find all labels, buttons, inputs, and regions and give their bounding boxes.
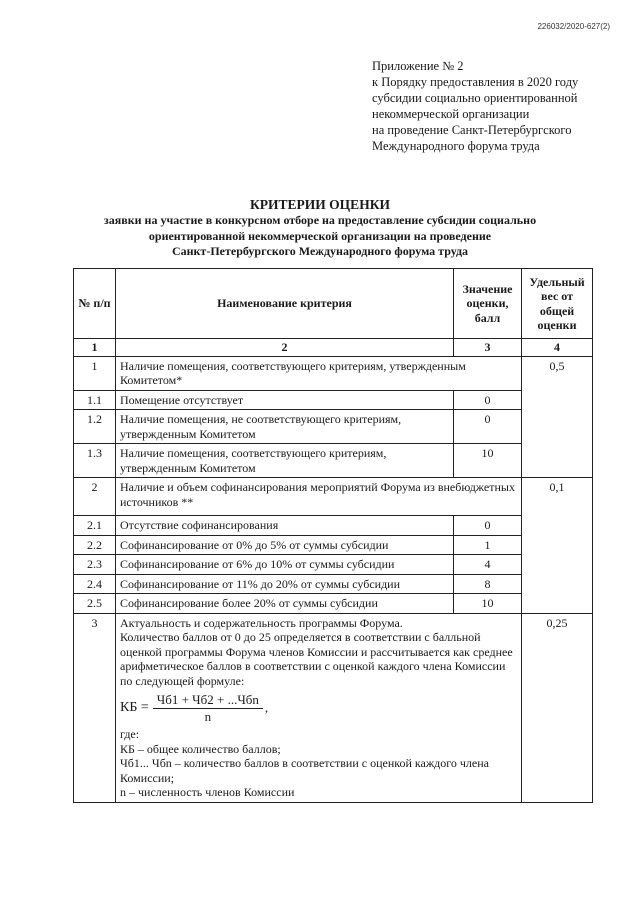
criterion-description xyxy=(116,613,522,802)
sub-name: Отсутствие софинансирования xyxy=(116,516,454,536)
header-name: Наименование критерия xyxy=(116,269,454,339)
sub-value: 4 xyxy=(454,555,522,575)
table-row xyxy=(74,410,593,444)
criterion-name: Наличие помещения, соответствующего критериям, утвержденным Комитетом* xyxy=(116,356,522,390)
sub-name: Софинансирование более 20% от суммы субсидии xyxy=(116,594,454,614)
formula-lhs: КБ = xyxy=(120,700,149,716)
appendix-line: Международного форума труда xyxy=(372,139,540,153)
formula-denominator: n xyxy=(204,709,212,724)
sub-number: 2.5 xyxy=(74,594,116,614)
criterion-weight: 0,25 xyxy=(522,613,593,802)
definition-line: Чб1... Чбn – количество баллов в соответствии с оценкой каждого члена Комиссии; xyxy=(120,756,489,785)
sub-name: Наличие помещения, соответствующего критериям, утвержденным Комитетом xyxy=(116,444,454,478)
column-number: 3 xyxy=(454,339,522,357)
header-value: Значение оценки, балл xyxy=(454,269,522,339)
table-header-row xyxy=(74,269,593,339)
formula-comma: , xyxy=(264,700,269,716)
where-label: где: xyxy=(120,727,140,741)
criterion-name: Наличие и объем софинансирования мероприятий Форума из внебюджетных источников ** xyxy=(116,478,522,516)
sub-value: 1 xyxy=(454,535,522,555)
appendix-block xyxy=(372,58,622,154)
sub-value: 0 xyxy=(454,516,522,536)
table-row xyxy=(74,594,593,614)
criterion-intro: Количество баллов от 0 до 25 определяется в соответствии с балльной оценкой программы Форума членов Комиссии и рассчитывается как среднее арифметическое баллов в соответствии с оценкой каждого члена Комиссии по следующей формуле: xyxy=(120,630,513,688)
criterion-title: Актуальность и содержательность программы Форума. xyxy=(120,615,403,630)
criterion-weight: 0,5 xyxy=(522,356,593,478)
criterion-number: 1 xyxy=(74,356,116,390)
table-row xyxy=(74,613,593,802)
header-num: № п/п xyxy=(74,269,116,339)
header-weight: Удельный вес от общей оценки xyxy=(522,269,593,339)
sub-name: Помещение отсутствует xyxy=(116,390,454,410)
sub-number: 1.3 xyxy=(74,444,116,478)
sub-number: 1.2 xyxy=(74,410,116,444)
appendix-line: к Порядку предоставления в 2020 году xyxy=(372,75,579,89)
sub-value: 10 xyxy=(454,594,522,614)
document-title: КРИТЕРИИ ОЦЕНКИ xyxy=(250,197,390,212)
criterion-number: 3 xyxy=(74,613,116,802)
sub-number: 2.3 xyxy=(74,555,116,575)
sub-number: 2.4 xyxy=(74,574,116,594)
appendix-line: некоммерческой организации xyxy=(372,107,530,121)
criterion-number: 2 xyxy=(74,478,116,516)
definition-line: КБ – общее количество баллов; xyxy=(120,741,281,756)
table-row xyxy=(74,356,593,390)
document-id: 226032/2020-627(2) xyxy=(537,22,610,31)
table-row xyxy=(74,478,593,516)
sub-name: Софинансирование от 0% до 5% от суммы субсидии xyxy=(116,535,454,555)
subtitle-line: ориентированной некоммерческой организации на проведение xyxy=(148,228,492,243)
subtitle-line: заявки на участие в конкурсном отборе на предоставление субсидии социально xyxy=(103,213,537,227)
sub-number: 2.2 xyxy=(74,535,116,555)
document-heading xyxy=(60,196,580,260)
criteria-table xyxy=(73,268,593,803)
table-row xyxy=(74,574,593,594)
table-row xyxy=(74,555,593,575)
appendix-line: на проведение Санкт-Петербургского xyxy=(372,123,572,137)
subtitle-line: Санкт-Петербургского Международного форума труда xyxy=(171,244,469,258)
sub-value: 8 xyxy=(454,574,522,594)
sub-number: 1.1 xyxy=(74,390,116,410)
column-number: 4 xyxy=(522,339,593,357)
sub-value: 10 xyxy=(454,444,522,478)
formula-fraction xyxy=(153,692,263,725)
table-row xyxy=(74,516,593,536)
column-number-row xyxy=(74,339,593,357)
table-row xyxy=(74,390,593,410)
appendix-line: субсидии социально ориентированной xyxy=(372,91,578,105)
column-number: 2 xyxy=(116,339,454,357)
sub-value: 0 xyxy=(454,410,522,444)
table-row xyxy=(74,535,593,555)
column-number: 1 xyxy=(74,339,116,357)
table-row xyxy=(74,444,593,478)
definition-line: n – численность членов Комиссии xyxy=(120,785,295,799)
sub-number: 2.1 xyxy=(74,516,116,536)
formula-numerator: Чб1 + Чб2 + ...Чбn xyxy=(153,692,263,709)
sub-value: 0 xyxy=(454,390,522,410)
score-formula xyxy=(120,692,517,725)
sub-name: Наличие помещения, не соответствующего критериям, утвержденным Комитетом xyxy=(116,410,454,444)
sub-name: Софинансирование от 11% до 20% от суммы субсидии xyxy=(116,574,454,594)
sub-name: Софинансирование от 6% до 10% от суммы субсидии xyxy=(116,555,454,575)
criterion-weight: 0,1 xyxy=(522,478,593,614)
appendix-line: Приложение № 2 xyxy=(372,59,464,73)
